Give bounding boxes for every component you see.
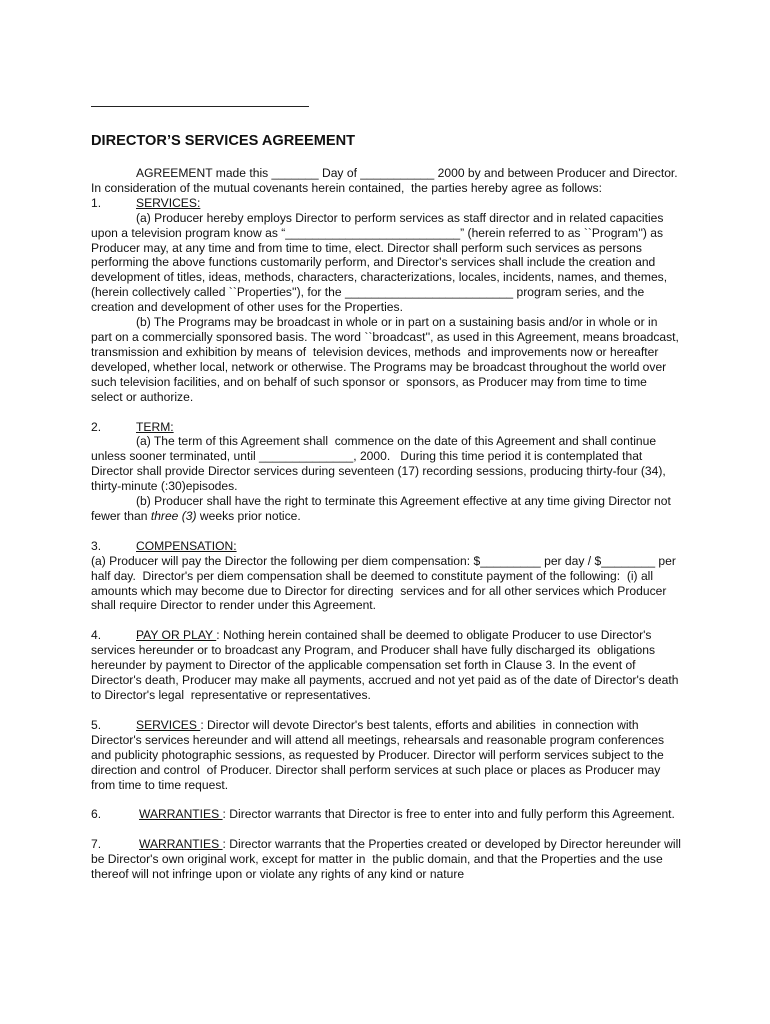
section-2-b-text: (b) Producer shall have the right to terminate this Agreement effective at any time giving Director not fewer than bbox=[91, 494, 675, 523]
section-1-heading bbox=[91, 196, 681, 211]
section-number: 2. bbox=[91, 419, 102, 434]
section-5 bbox=[91, 718, 681, 793]
section-title: WARRANTIES bbox=[139, 807, 223, 822]
section-7-body: : Director warrants that the Properties created or developed by Director hereunder will be Director's own original work, except for matter in the public domain, and that the Properties and the use thereof will not infringe upon or violate any rights of any kind or nature bbox=[91, 837, 685, 882]
section-1-a: (a) Producer hereby employs Director to perform services as staff director and in related capacities upon a television program know as “__________________________” (herein referred to as ``Program'') as Producer may, at any time and from time to time, elect. Director shall perform such services as persons performing the above functions customarily perform, and Director's services shall include the creation and development of titles, ideas, methods, characters, characterizations, locales, incidents, names, and themes, (herein collectively called ``Properties''), for the _________________________ program series, and the creation and development of other uses for the Properties. bbox=[91, 210, 671, 315]
top-rule-line bbox=[91, 96, 309, 107]
intro-paragraph: AGREEMENT made this _______ Day of ___________ 2000 by and between Producer and Director. In consideration of the mutual covenants herein contained, the parties hereby agree as follows: bbox=[91, 166, 685, 195]
document-page bbox=[91, 96, 685, 882]
section-2-a: (a) The term of this Agreement shall commence on the date of this Agreement and shall continue unless sooner terminated, until ______________, 2000. During this time period it is contemplated that Director shall provide Director services during seventeen (17) recording sessions, producing thirty-four (34), thirty-minute (:30)episodes. bbox=[91, 434, 670, 494]
section-number: 6. bbox=[91, 807, 102, 822]
section-number: 3. bbox=[91, 538, 102, 553]
section-title: SERVICES bbox=[136, 717, 201, 732]
section-title: COMPENSATION: bbox=[136, 538, 237, 553]
section-3-heading bbox=[91, 539, 681, 554]
section-4-body: : Nothing herein contained shall be deemed to obligate Producer to use Director's services hereunder or to broadcast any Program, and Producer shall have fully discharged its obligations hereunder by payment to Director of the applicable compensation set forth in Clause 3. In the event of Director's death, Producer may make all payments, accrued and not yet paid as of the date of Director's death to Director's legal representative or representatives. bbox=[91, 628, 682, 702]
section-1-b: (b) The Programs may be broadcast in whole or in part on a sustaining basis and/or in whole or in part on a commercially sponsored basis. The word ``broadcast'', as used in this Agreement, means broadcast, transmission and exhibition by means of television devices, methods and improvements now or hereafter developed, whether local, network or otherwise. The Programs may be broadcast throughout the world over such television facilities, and on behalf of such sponsor or sponsors, as Producer may from time to time select or authorize. bbox=[91, 315, 683, 404]
notice-period: three (3) bbox=[150, 508, 197, 523]
section-number: 7. bbox=[91, 837, 102, 852]
section-6 bbox=[91, 807, 681, 822]
section-2-b-text-end: weeks prior notice. bbox=[196, 508, 301, 523]
section-2-heading bbox=[91, 420, 681, 435]
section-3-a: (a) Producer will pay the Director the following per diem compensation: $_________ per day / $________ per half day. Director's per diem compensation shall be deemed to constitute payment of the following: (i) all amounts which may become due to Director for directing services and for all other services which Producer shall require Director to render under this Agreement. bbox=[91, 553, 680, 613]
section-title: TERM: bbox=[136, 419, 174, 434]
section-number: 4. bbox=[91, 628, 102, 643]
section-2-b bbox=[91, 494, 681, 524]
document-title: DIRECTOR’S SERVICES AGREEMENT bbox=[91, 133, 356, 149]
section-7 bbox=[91, 837, 685, 882]
section-number: 5. bbox=[91, 717, 102, 732]
section-number: 1. bbox=[91, 195, 102, 210]
section-5-body: : Director will devote Director's best talents, efforts and abilities in connection with Director's services hereunder and will attend all meetings, rehearsals and reasonable program conferences and publicity photographic sessions, as requested by Producer. Director will perform services subject to the direction and control of Producer. Director shall perform services at such place or places as Producer may from time to time request. bbox=[91, 717, 668, 792]
section-4 bbox=[91, 628, 681, 703]
section-title: SERVICES: bbox=[136, 195, 201, 210]
section-title: PAY OR PLAY bbox=[136, 628, 217, 643]
section-title: WARRANTIES bbox=[139, 837, 223, 852]
section-6-body: : Director warrants that Director is free to enter into and fully perform this Agreement. bbox=[222, 807, 675, 822]
